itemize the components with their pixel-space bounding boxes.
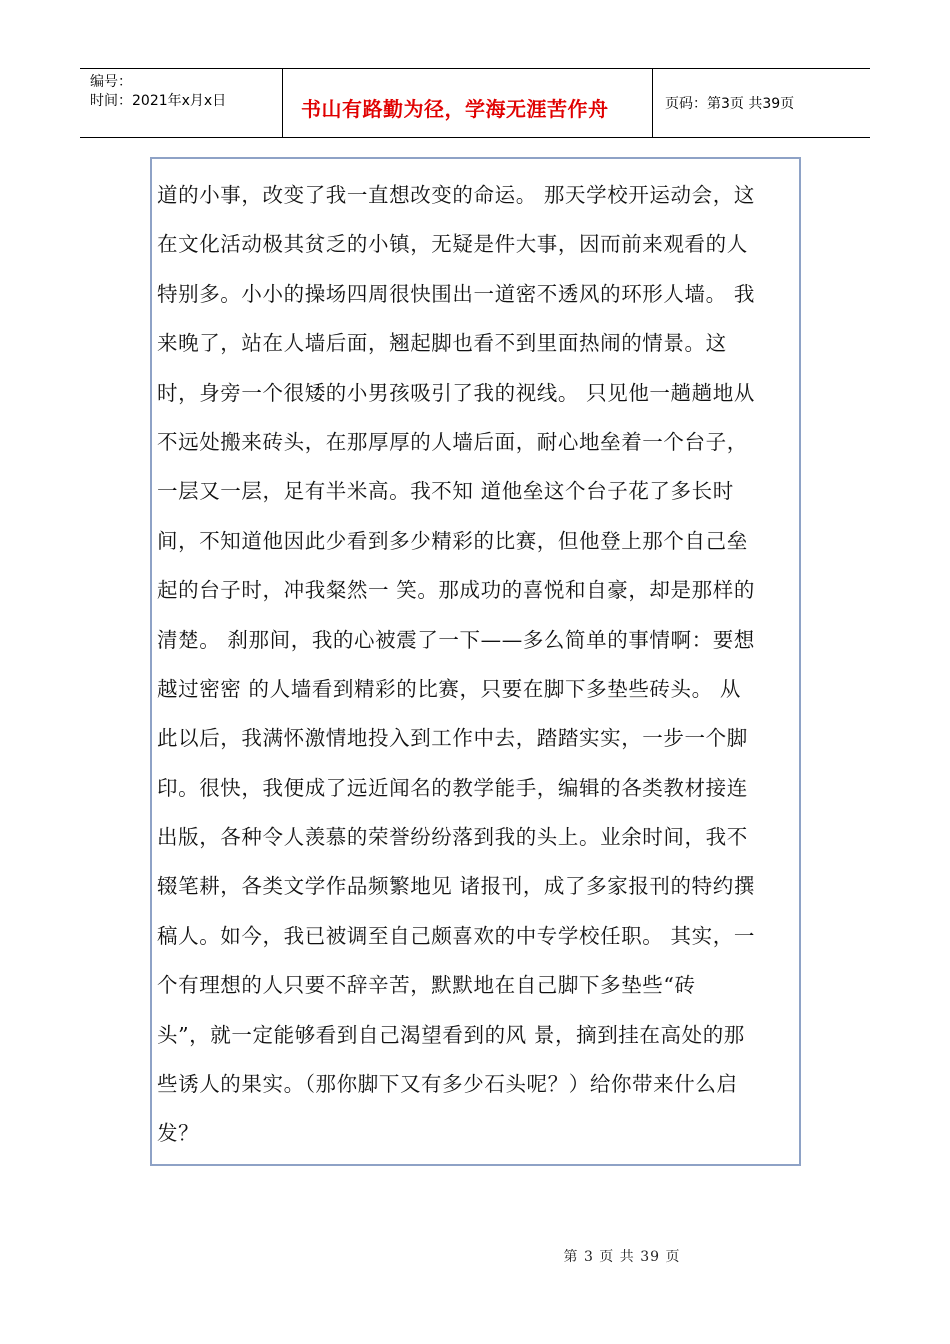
text-line: 出版，各种令人羡慕的荣誉纷纷落到我的头上。业余时间，我不	[157, 825, 748, 850]
text-line: 越过密密 的人墙看到精彩的比赛，只要在脚下多垫些砖头。 从	[157, 676, 741, 701]
text-line: 稿人。如今，我已被调至自己颇喜欢的中专学校任职。 其实，一	[157, 923, 755, 948]
page-footer: 第 3 页 共 39 页	[563, 1249, 681, 1265]
text-line: 此以后，我满怀激情地投入到工作中去，踏踏实实，一步一个脚	[157, 726, 748, 751]
text-line: 道的小事，改变了我一直想改变的命运。 那天学校开运动会，这	[157, 183, 755, 207]
text-line: 在文化活动极其贫乏的小镇，无疑是件大事，因而前来观看的人	[157, 232, 748, 257]
text-line: 一层又一层，足有半米高。我不知 道他垒这个台子花了多长时	[157, 479, 734, 504]
text-line: 不远处搬来砖头，在那厚厚的人墙后面，耐心地垒着一个台子，	[157, 429, 748, 454]
document-number-label: 编号：	[90, 74, 132, 90]
page-header	[80, 68, 870, 138]
header-meta	[80, 69, 283, 137]
content-text	[157, 171, 797, 1159]
content-box	[150, 157, 801, 1166]
text-line: 发？	[157, 1121, 200, 1146]
header-motto: 书山有路勤为径，学海无涯苦作舟	[283, 69, 653, 137]
text-line: 间，不知道他因此少看到多少精彩的比赛，但他登上那个自己垒	[157, 528, 748, 553]
header-page-code: 页码：第3页 共39页	[665, 96, 795, 112]
text-line: 印。很快，我便成了远近闻名的教学能手，编辑的各类教材接连	[157, 775, 748, 800]
text-line: 辍笔耕，各类文学作品频繁地见 诸报刊，成了多家报刊的特约撰	[157, 874, 755, 899]
text-line: 清楚。 刹那间，我的心被震了一下——多么简单的事情啊：要想	[157, 627, 755, 652]
document-time: 时间：2021年x月x日	[90, 93, 227, 109]
text-line: 起的台子时，冲我粲然一 笑。那成功的喜悦和自豪，却是那样的	[157, 578, 755, 603]
text-line: 些诱人的果实。（那你脚下又有多少石头呢？）给你带来什么启	[157, 1072, 738, 1097]
text-line: 个有理想的人只要不辞辛苦，默默地在自己脚下多垫些“砖	[157, 973, 696, 998]
text-line: 来晚了，站在人墙后面，翘起脚也看不到里面热闹的情景。这	[157, 331, 727, 356]
text-line: 时，身旁一个很矮的小男孩吸引了我的视线。 只见他一趟趟地从	[157, 380, 755, 405]
text-line: 头”，就一定能够看到自己渴望看到的风 景，摘到挂在高处的那	[157, 1022, 745, 1047]
text-line: 特别多。小小的操场四周很快围出一道密不透风的环形人墙。 我	[157, 281, 755, 306]
